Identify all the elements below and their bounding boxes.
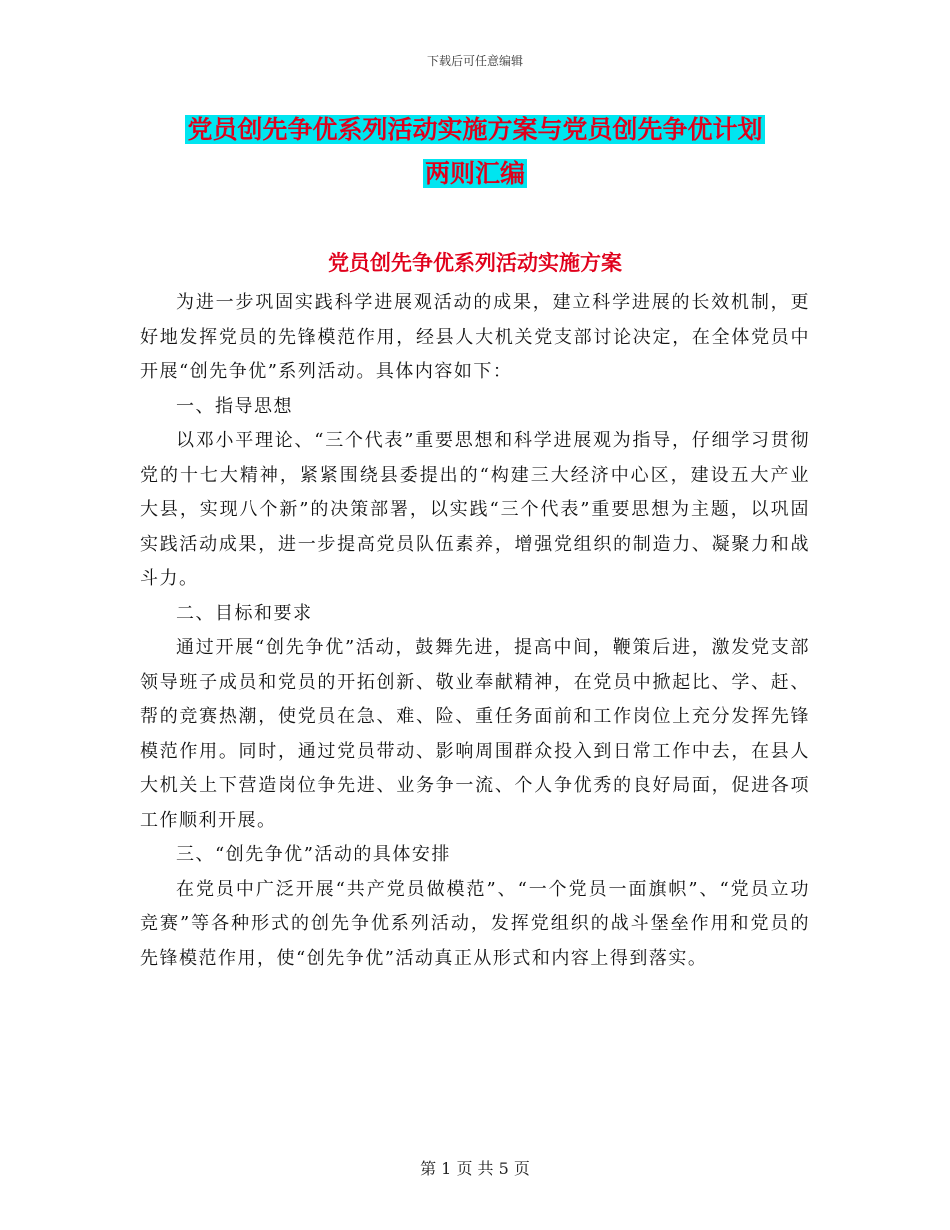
- paragraph-goals: 通过开展“创先争优”活动，鼓舞先进，提高中间，鞭策后进，激发党支部领导班子成员和党员的开拓创新、敬业奉献精神，在党员中掀起比、学、赶、帮的竞赛热潮，使党员在急、难、险、重任务面前和工作岗位上充分发挥先锋模范作用。同时，通过党员带动、影响周围群众投入到日常工作中去，在县人大机关上下营造岗位争先进、业务争一流、个人争优秀的良好局面，促进各项工作顺利开展。: [140, 637, 810, 831]
- heading-goals: 二、目标和要求: [176, 602, 313, 624]
- paragraph-guiding-thought: 以邓小平理论、“三个代表”重要思想和科学进展观为指导，仔细学习贯彻党的十七大精神，紧紧围绕县委提出的“构建三大经济中心区，建设五大产业大县，实现八个新”的决策部署，以实践“三个代表”重要思想为主题，以巩固实践活动成果，进一步提高党员队伍素养，增强党组织的制造力、凝聚力和战斗力。: [140, 430, 810, 589]
- paragraph-arrangements: 在党员中广泛开展“共产党员做模范”、“一个党员一面旗帜”、“党员立功竞赛”等各种形式的创先争优系列活动，发挥党组织的战斗堡垒作用和党员的先锋模范作用，使“创先争优”活动真正从形式和内容上得到落实。: [140, 878, 810, 969]
- title-line2-text: 两则汇编: [424, 159, 525, 188]
- heading-arrangements: 三、“创先争优”活动的具体安排: [176, 844, 451, 865]
- document-title-line2: [0, 157, 950, 191]
- page-footer: 第 1 页 共 5 页: [420, 1159, 530, 1178]
- section-subtitle: 党员创先争优系列活动实施方案: [328, 251, 622, 275]
- header-note: 下载后可任意编辑: [426, 54, 523, 68]
- heading-guiding-thought: 一、指导思想: [176, 395, 293, 417]
- document-body: [140, 286, 810, 976]
- title-line1-text: 党员创先争优系列活动实施方案与党员创先争优计划: [187, 115, 763, 144]
- document-title-line1: [0, 113, 950, 147]
- paragraph-intro: 为进一步巩固实践科学进展观活动的成果，建立科学进展的长效机制，更好地发挥党员的先锋模范作用，经县人大机关党支部讨论决定，在全体党员中开展“创先争优”系列活动。具体内容如下：: [140, 292, 810, 382]
